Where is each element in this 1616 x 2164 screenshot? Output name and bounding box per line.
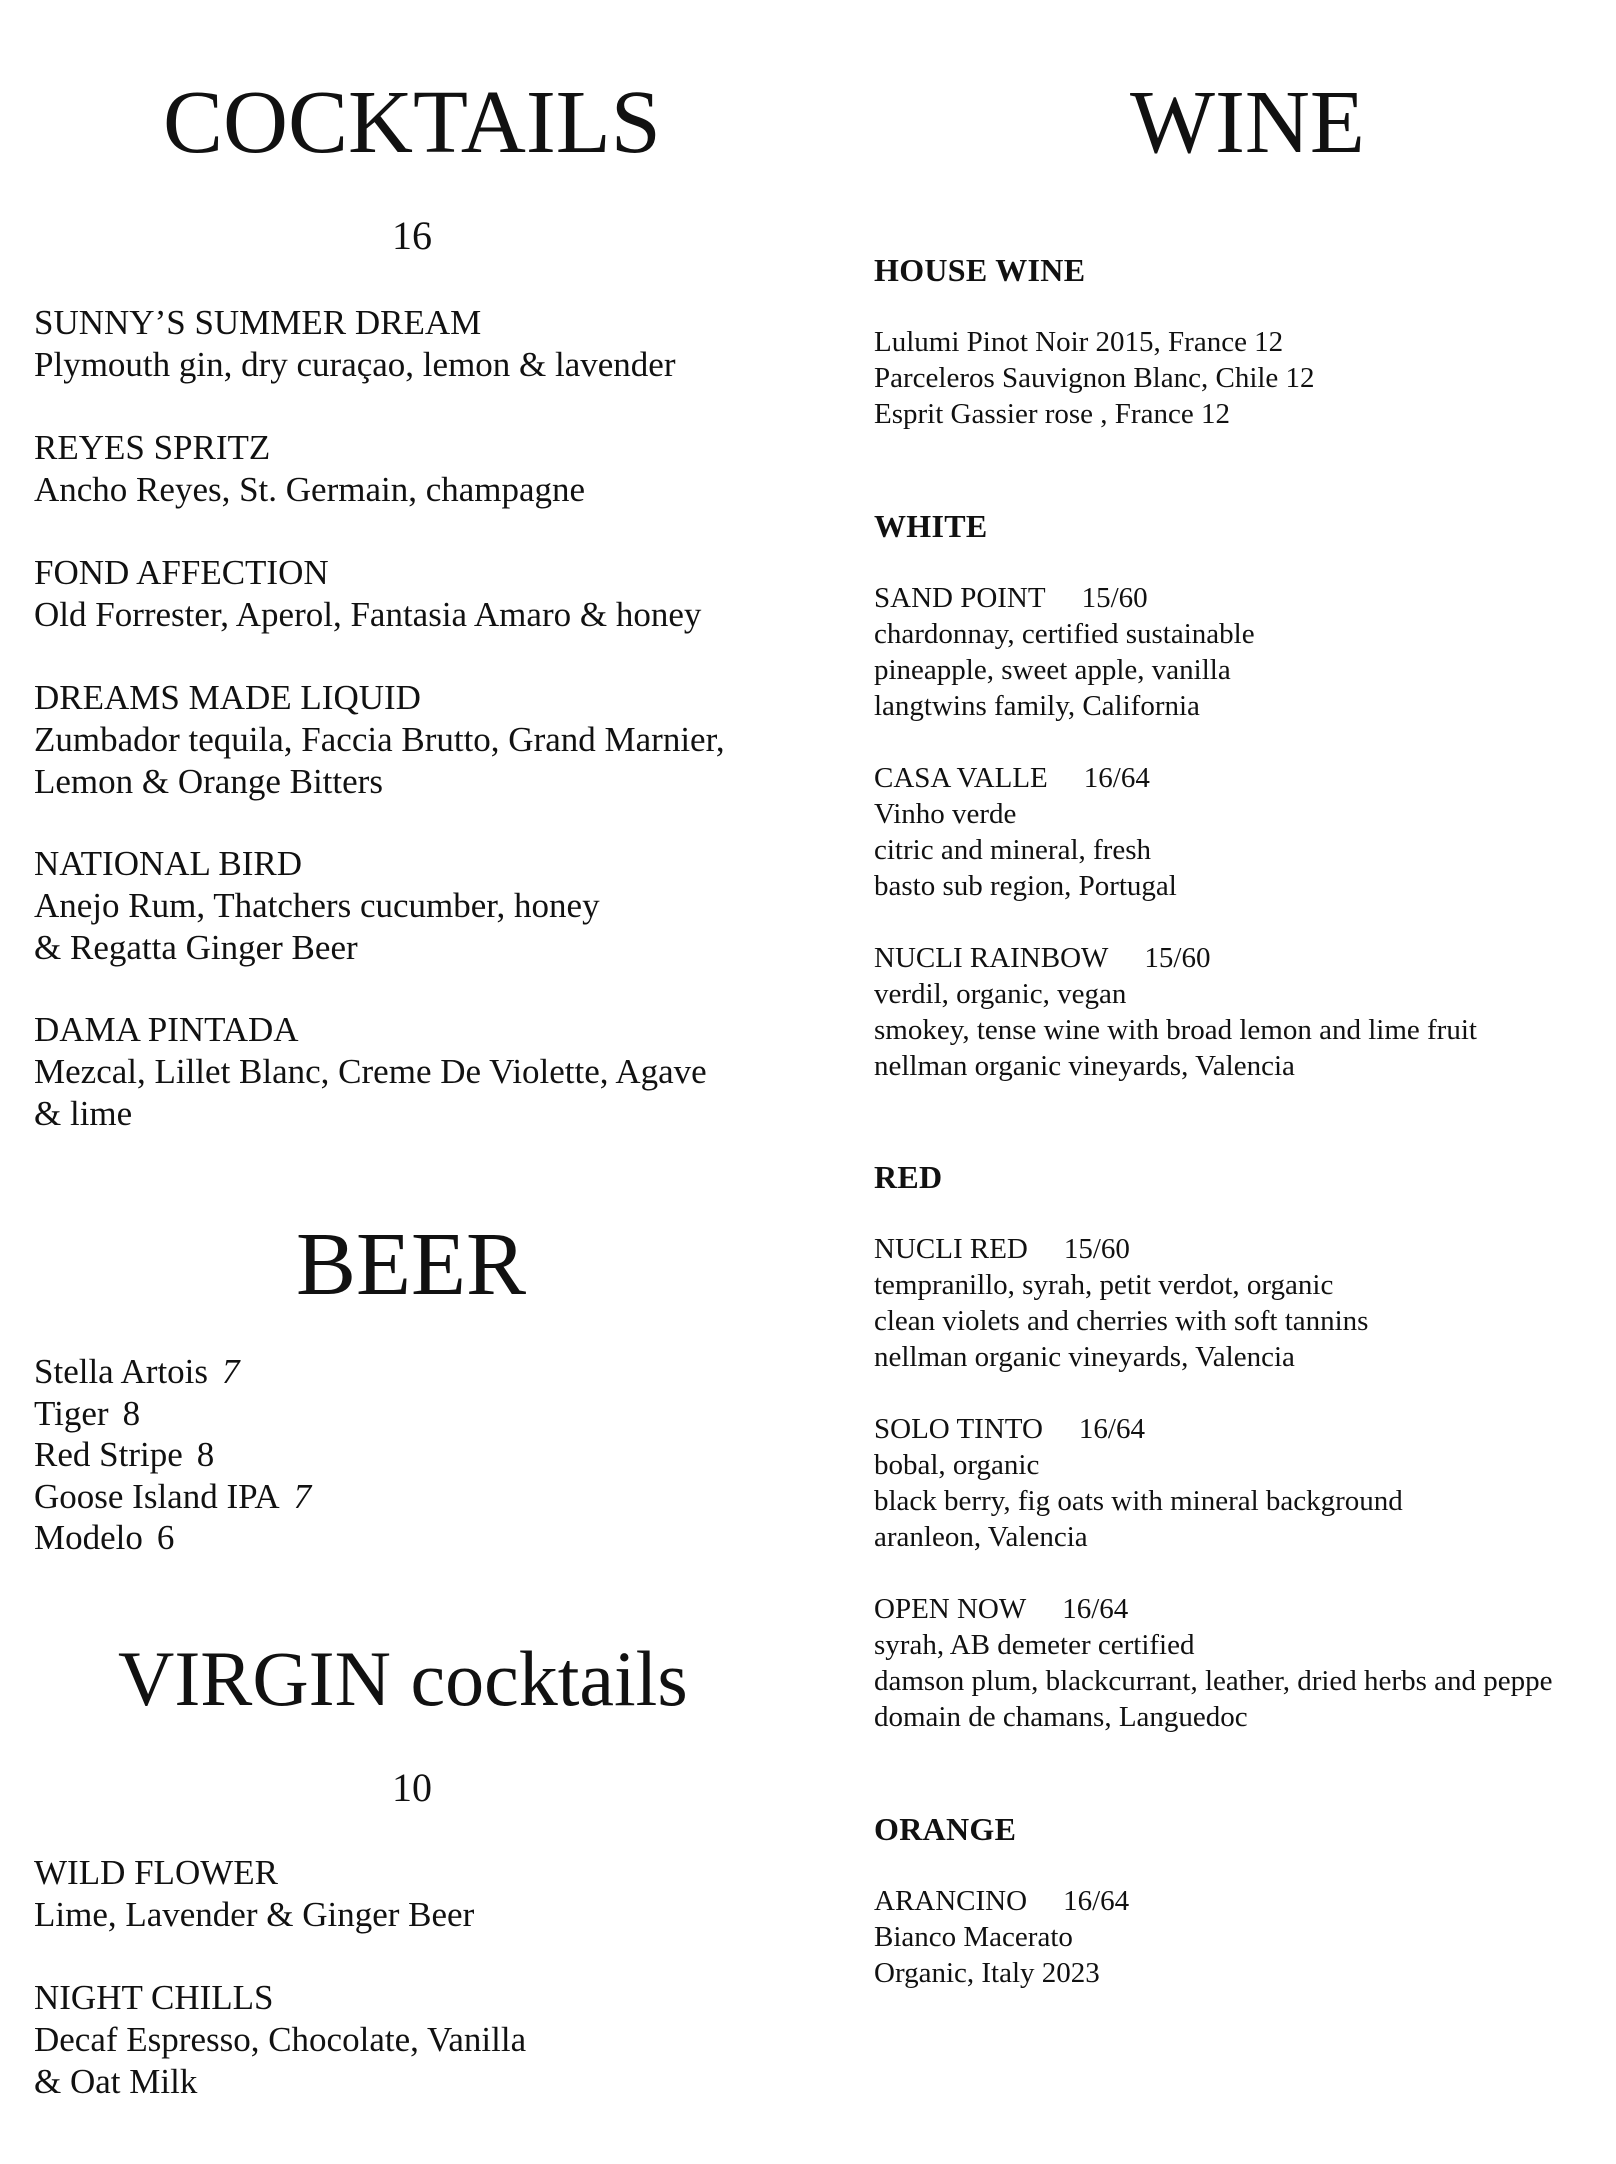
wine-detail: Organic, Italy 2023	[874, 1957, 1100, 1989]
cocktail-ingredients: Ancho Reyes, St. Germain, champagne	[34, 470, 586, 509]
wine-item	[874, 1883, 1129, 1991]
cocktail-ingredients: Lemon & Orange Bitters	[34, 762, 383, 801]
wine-detail: black berry, fig oats with mineral background	[874, 1485, 1403, 1517]
beer-price: 8	[196, 1435, 215, 1474]
wine-detail: langtwins family, California	[874, 690, 1200, 722]
list-item	[34, 1434, 311, 1476]
cocktail-name: REYES SPRITZ	[34, 428, 271, 467]
cocktail-ingredients: Mezcal, Lillet Blanc, Creme De Violette, Agave	[34, 1052, 707, 1091]
wine-name: SAND POINT	[874, 582, 1046, 614]
wine-name: SOLO TINTO	[874, 1413, 1043, 1445]
cocktails-price: 16	[392, 213, 432, 258]
orange-heading: ORANGE	[874, 1811, 1017, 1847]
wine-detail: tempranillo, syrah, petit verdot, organic	[874, 1269, 1334, 1301]
white-heading: WHITE	[874, 508, 988, 544]
beer-name: Stella Artois	[34, 1352, 209, 1391]
cocktail-item	[34, 427, 585, 511]
wine-detail: syrah, AB demeter certified	[874, 1629, 1195, 1661]
wine-item	[874, 580, 1255, 724]
wine-detail: clean violets and cherries with soft tannins	[874, 1305, 1369, 1337]
house-wine-heading: HOUSE WINE	[874, 252, 1086, 288]
wine-detail: nellman organic vineyards, Valencia	[874, 1050, 1295, 1082]
wine-item	[874, 940, 1477, 1084]
cocktail-name: SUNNY’S SUMMER DREAM	[34, 303, 482, 342]
wine-detail: chardonnay, certified sustainable	[874, 618, 1255, 650]
cocktail-item	[34, 552, 701, 636]
virgin-ingredients: Lime, Lavender & Ginger Beer	[34, 1895, 475, 1934]
house-wine-list	[874, 324, 1315, 432]
wine-price: 16/64	[1078, 1413, 1145, 1445]
wine-item	[874, 1411, 1403, 1555]
cocktail-ingredients: & Regatta Ginger Beer	[34, 928, 358, 967]
wine-detail: damson plum, blackcurrant, leather, dried herbs and peppe	[874, 1665, 1553, 1697]
cocktail-name: FOND AFFECTION	[34, 553, 329, 592]
list-item: Lulumi Pinot Noir 2015, France 12	[874, 326, 1284, 358]
wine-detail: verdil, organic, vegan	[874, 978, 1127, 1010]
beer-price: 8	[122, 1393, 141, 1433]
beer-name: Red Stripe	[34, 1435, 183, 1474]
virgin-name: WILD FLOWER	[34, 1853, 278, 1892]
cocktail-ingredients: & lime	[34, 1094, 133, 1133]
wine-detail: citric and mineral, fresh	[874, 834, 1151, 866]
wine-price: 16/64	[1063, 1885, 1130, 1917]
cocktail-item	[34, 843, 600, 969]
red-heading: RED	[874, 1159, 943, 1195]
cocktails-title: COCKTAILS	[163, 73, 661, 172]
wine-name: NUCLI RED	[874, 1233, 1028, 1265]
cocktail-name: DAMA PINTADA	[34, 1010, 299, 1049]
virgin-ingredients: & Oat Milk	[34, 2062, 198, 2101]
beer-list	[34, 1351, 311, 1559]
beer-name: Tiger	[34, 1393, 109, 1433]
cocktail-item	[34, 1009, 707, 1135]
beer-price: 7	[222, 1352, 240, 1391]
cocktail-ingredients: Old Forrester, Aperol, Fantasia Amaro & honey	[34, 595, 702, 634]
beer-price: 7	[293, 1476, 312, 1516]
cocktail-ingredients: Anejo Rum, Thatchers cucumber, honey	[34, 886, 600, 925]
wine-price: 15/60	[1081, 582, 1148, 614]
wine-price: 15/60	[1063, 1233, 1130, 1265]
wine-detail: smokey, tense wine with broad lemon and lime fruit	[874, 1014, 1477, 1046]
virgin-ingredients: Decaf Espresso, Chocolate, Vanilla	[34, 2020, 527, 2059]
cocktail-name: NATIONAL BIRD	[34, 844, 302, 883]
wine-name: NUCLI RAINBOW	[874, 942, 1109, 974]
list-item	[34, 1351, 311, 1393]
beer-price: 6	[156, 1518, 175, 1557]
wine-price: 16/64	[1083, 762, 1150, 794]
wine-detail: bobal, organic	[874, 1449, 1040, 1481]
wine-detail: domain de chamans, Languedoc	[874, 1701, 1248, 1733]
cocktail-item	[34, 302, 676, 386]
wine-detail: aranleon, Valencia	[874, 1521, 1088, 1553]
cocktail-name: DREAMS MADE LIQUID	[34, 678, 421, 717]
wine-name: CASA VALLE	[874, 762, 1048, 794]
wine-item	[874, 1591, 1552, 1735]
wine-detail: Vinho verde	[874, 798, 1017, 830]
cocktail-ingredients: Plymouth gin, dry curaçao, lemon & lavender	[34, 345, 676, 384]
cocktail-ingredients: Zumbador tequila, Faccia Brutto, Grand Marnier,	[34, 720, 725, 759]
wine-detail: nellman organic vineyards, Valencia	[874, 1341, 1295, 1373]
beer-name: Modelo	[34, 1518, 143, 1557]
wine-title: WINE	[1130, 73, 1365, 172]
virgin-item	[34, 1852, 474, 1936]
wine-item	[874, 1231, 1368, 1375]
list-item	[34, 1393, 311, 1435]
list-item: Parceleros Sauvignon Blanc, Chile 12	[874, 362, 1315, 394]
virgin-cocktails-title: VIRGIN cocktails	[118, 1635, 688, 1722]
virgin-item	[34, 1977, 526, 2103]
virgin-name: NIGHT CHILLS	[34, 1978, 274, 2017]
wine-price: 15/60	[1144, 942, 1211, 974]
beer-name: Goose Island IPA	[34, 1476, 280, 1516]
wine-name: ARANCINO	[874, 1885, 1028, 1917]
wine-detail: pineapple, sweet apple, vanilla	[874, 654, 1231, 686]
list-item: Esprit Gassier rose , France 12	[874, 398, 1230, 430]
wine-item	[874, 760, 1177, 904]
list-item	[34, 1476, 311, 1518]
beer-title: BEER	[296, 1215, 527, 1314]
wine-price: 16/64	[1062, 1593, 1129, 1625]
cocktail-item	[34, 677, 725, 803]
wine-name: OPEN NOW	[874, 1593, 1027, 1625]
wine-detail: Bianco Macerato	[874, 1921, 1073, 1953]
virgin-price: 10	[392, 1765, 432, 1810]
list-item	[34, 1517, 311, 1559]
wine-detail: basto sub region, Portugal	[874, 870, 1177, 902]
